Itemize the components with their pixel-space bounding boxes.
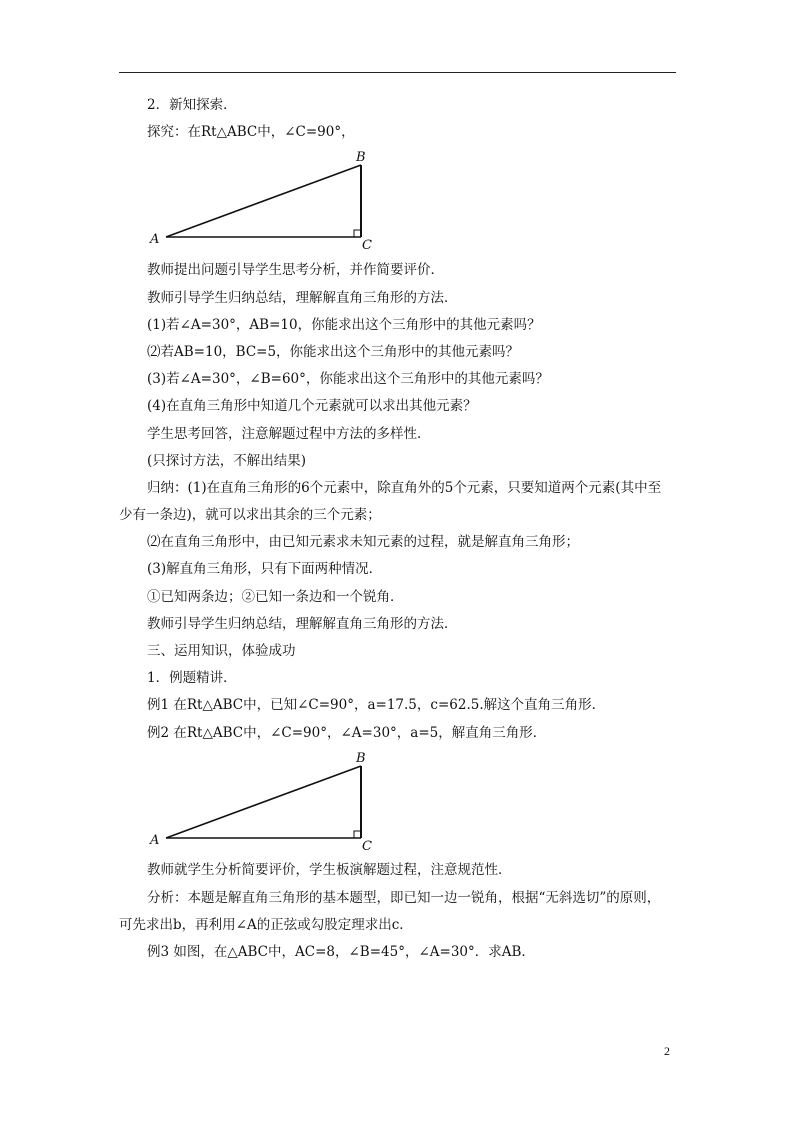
- paragraph-line: 教师引导学生归纳总结，理解解直角三角形的方法．: [147, 290, 458, 306]
- paragraph-line: 学生思考回答，注意解题过程中方法的多样性．: [147, 426, 431, 442]
- example-line: 例3 如图，在△ABC中，AC=8，∠B=45°，∠A=30°．求AB．: [147, 944, 535, 960]
- vertex-label-b: B: [356, 150, 366, 165]
- paragraph-line: 分析：本题是解直角三角形的基本题型，即已知一边一锐角，根据“无斜选切”的原则，: [147, 890, 661, 906]
- section-heading: 2．新知探索．: [147, 97, 237, 113]
- paragraph-line: 少有一条边)，就可以求出其余的三个元素；: [119, 507, 381, 523]
- paragraph-line: 探究：在Rt△ABC中，∠C=90°，: [147, 124, 355, 140]
- triangle-figure-2: [140, 746, 380, 856]
- section-heading: 1．例题精讲．: [147, 670, 237, 686]
- triangle-figure-1: [140, 145, 380, 255]
- section-heading: 三、运用知识，体验成功: [147, 643, 296, 659]
- vertex-label-c: C: [362, 238, 372, 253]
- page-number: 2: [664, 1044, 670, 1058]
- paragraph-line: 教师就学生分析简要评价，学生板演解题过程，注意规范性．: [147, 862, 512, 878]
- question-item: (4)在直角三角形中知道几个元素就可以求出其他元素？: [147, 398, 477, 414]
- example-line: 例2 在Rt△ABC中，∠C=90°，∠A=30°，a=5，解直角三角形．: [147, 725, 547, 741]
- question-item: ⑵若AB=10，BC=5，你能求出这个三角形中的其他元素吗？: [147, 344, 520, 360]
- paragraph-line: 归纳：(1)在直角三角形的6个元素中，除直角外的5个元素，只要知道两个元素(其中至: [147, 480, 662, 496]
- paragraph-line: 教师提出问题引导学生思考分析，并作简要评价．: [147, 262, 444, 278]
- vertex-label-c: C: [362, 839, 372, 854]
- paragraph-line: 可先求出b，再利用∠A的正弦或勾股定理求出c．: [119, 917, 413, 933]
- example-line: 例1 在Rt△ABC中，已知∠C=90°，a=17.5，c=62.5.解这个直角三角形．: [147, 697, 606, 713]
- paragraph-line: (只探讨方法，不解出结果): [147, 453, 307, 469]
- paragraph-line: ⑵在直角三角形中，由已知元素求未知元素的过程，就是解直角三角形；: [147, 534, 579, 550]
- paragraph-line: (3)解直角三角形，只有下面两种情况．: [147, 561, 383, 577]
- vertex-label-b: B: [356, 751, 366, 766]
- header-rule: [119, 72, 676, 73]
- question-item: (3)若∠A=30°，∠B=60°，你能求出这个三角形中的其他元素吗？: [147, 371, 549, 387]
- question-item: (1)若∠A=30°，AB=10，你能求出这个三角形中的其他元素吗？: [147, 317, 541, 333]
- paragraph-line: 教师引导学生归纳总结，理解解直角三角形的方法．: [147, 616, 458, 632]
- paragraph-line: ①已知两条边；②已知一条边和一个锐角．: [147, 589, 404, 605]
- vertex-label-a: A: [150, 232, 160, 247]
- vertex-label-a: A: [150, 833, 160, 848]
